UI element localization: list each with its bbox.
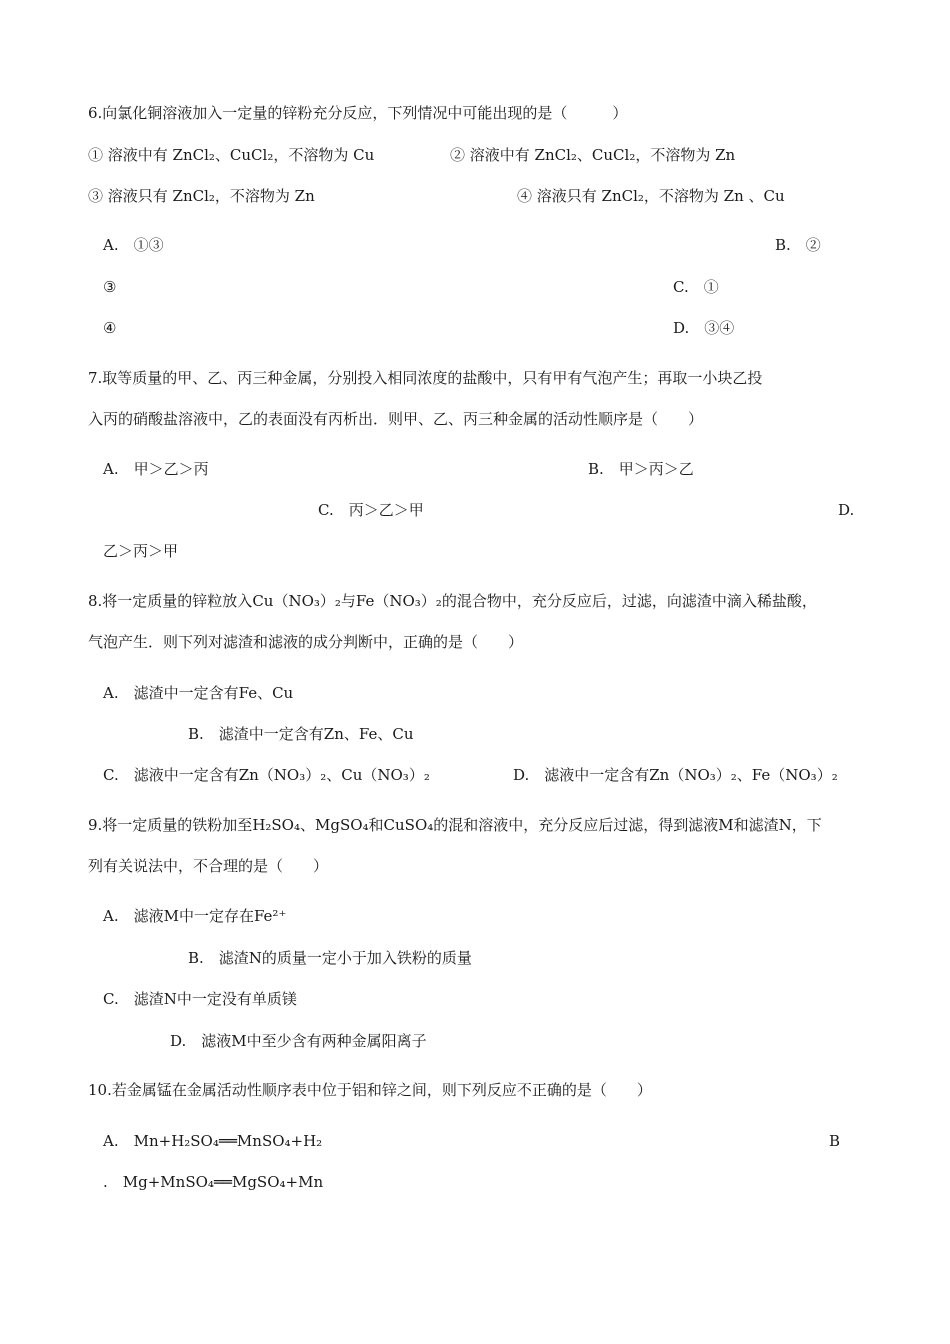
q10-stem: 10.若金属锰在金属活动性顺序表中位于铝和锌之间，则下列反应不正确的是（ ） — [88, 1081, 652, 1099]
q7-stem-line-1: 7.取等质量的甲、乙、丙三种金属，分别投入相同浓度的盐酸中，只有甲有气泡产生；再取一小块乙投 — [88, 369, 763, 387]
q10-option-b-continued: . Mg+MnSO₄══MgSO₄+Mn — [103, 1173, 324, 1191]
q9-option-a: A. 滤液M中一定存在Fe²⁺ — [103, 907, 287, 925]
q6-option-c-continued: ④ — [103, 319, 117, 337]
q6-statement-1: ① 溶液中有 ZnCl₂、CuCl₂，不溶物为 Cu — [88, 146, 375, 164]
q6-statement-2: ② 溶液中有 ZnCl₂、CuCl₂，不溶物为 Zn — [450, 146, 736, 164]
q8-option-c: C. 滤液中一定含有Zn（NO₃）₂、Cu（NO₃）₂ — [103, 766, 430, 784]
q8-option-b: B. 滤渣中一定含有Zn、Fe、Cu — [188, 725, 414, 743]
q6-statement-3: ③ 溶液只有 ZnCl₂，不溶物为 Zn — [88, 187, 315, 205]
q6-option-a: A. ①③ — [103, 236, 164, 254]
q7-option-c: C. 丙＞乙＞甲 — [318, 501, 424, 519]
q9-stem-line-2: 列有关说法中，不合理的是（ ） — [88, 857, 329, 875]
q8-option-d: D. 滤液中一定含有Zn（NO₃）₂、Fe（NO₃）₂ — [513, 766, 838, 784]
q6-option-c: C. ① — [673, 278, 719, 296]
q7-option-d-continued: 乙＞丙＞甲 — [103, 542, 179, 560]
q6-option-b: B. ② — [775, 236, 821, 254]
q9-option-b: B. 滤渣N的质量一定小于加入铁粉的质量 — [188, 949, 472, 967]
q6-option-b-continued: ③ — [103, 278, 117, 296]
q6-stem: 6.向氯化铜溶液加入一定量的锌粉充分反应，下列情况中可能出现的是（ ） — [88, 104, 628, 122]
q10-option-a: A. Mn+H₂SO₄══MnSO₄+H₂ — [103, 1132, 323, 1150]
q10-option-b: B — [829, 1132, 841, 1150]
q9-stem-line-1: 9.将一定质量的铁粉加至H₂SO₄、MgSO₄和CuSO₄的混和溶液中，充分反应后过滤，得到滤液M和滤渣N，下 — [88, 816, 822, 834]
q9-option-d: D. 滤液M中至少含有两种金属阳离子 — [170, 1032, 427, 1050]
q7-stem-line-2: 入丙的硝酸盐溶液中，乙的表面没有丙析出．则甲、乙、丙三种金属的活动性顺序是（ ） — [88, 410, 704, 428]
q8-stem-line-2: 气泡产生．则下列对滤渣和滤液的成分判断中，正确的是（ ） — [88, 633, 524, 651]
q6-statement-4: ④ 溶液只有 ZnCl₂，不溶物为 Zn 、Cu — [517, 187, 785, 205]
q8-stem-line-1: 8.将一定质量的锌粒放入Cu（NO₃）₂与Fe（NO₃）₂的混合物中，充分反应后，过滤，向滤渣中滴入稀盐酸， — [88, 592, 817, 610]
q6-option-d: D. ③④ — [673, 319, 735, 337]
q8-option-a: A. 滤渣中一定含有Fe、Cu — [103, 684, 294, 702]
q7-option-d: D. — [838, 501, 855, 519]
q7-option-b: B. 甲＞丙＞乙 — [588, 460, 694, 478]
q7-option-a: A. 甲＞乙＞丙 — [103, 460, 209, 478]
q9-option-c: C. 滤渣N中一定没有单质镁 — [103, 990, 297, 1008]
